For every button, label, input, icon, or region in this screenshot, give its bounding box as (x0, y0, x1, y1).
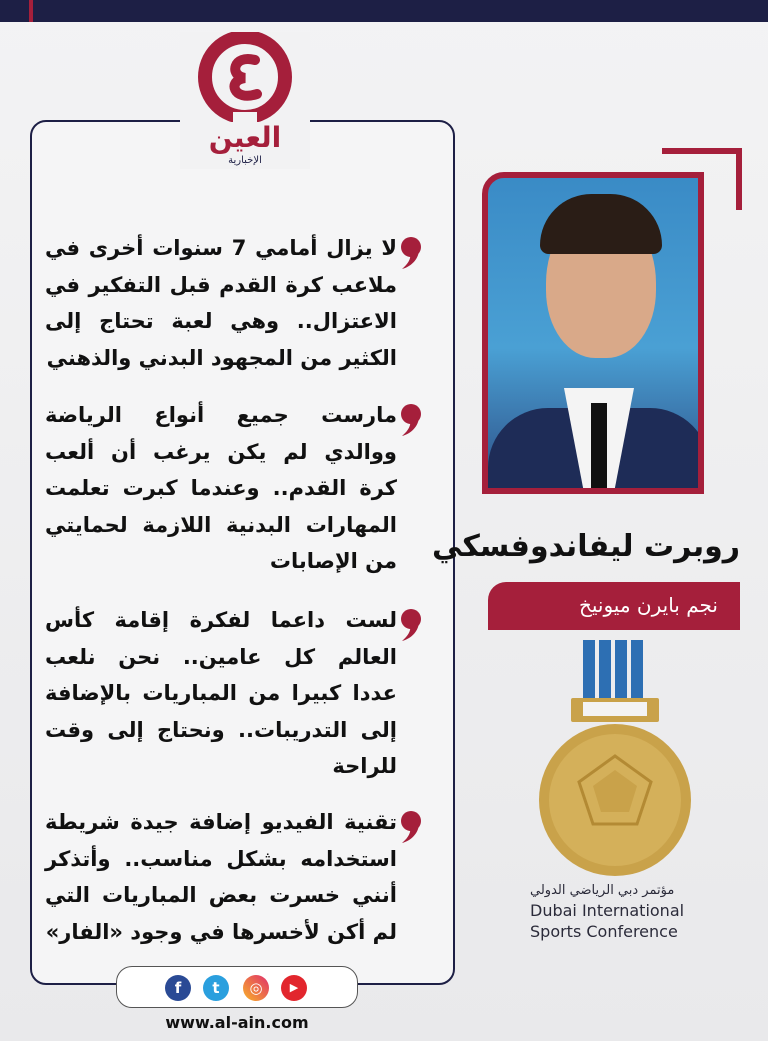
logo-name: العين (208, 121, 282, 154)
quote-line: الكثير من المجهود البدني والذهني (46, 345, 397, 370)
youtube-icon[interactable]: ▶ (281, 975, 307, 1001)
quote-line: ملاعب كرة القدم قبل التفكير في (45, 272, 397, 297)
top-bar-accent (29, 0, 33, 22)
quote-line: الاعتزال.. وهي لعبة تحتاج إلى (45, 309, 397, 333)
al-ain-logo-icon (193, 32, 297, 122)
quote-line: مارست جميع أنواع الرياضة (45, 403, 397, 427)
quote-mark-icon (398, 403, 422, 437)
medal-icon (525, 638, 705, 878)
conference-english-1: Dubai International (530, 901, 685, 920)
quote-mark-icon (398, 810, 422, 844)
twitter-icon[interactable]: t (203, 975, 229, 1001)
quote-line: أنني خسرت بعض المباريات التي (45, 883, 397, 907)
quote-block (45, 804, 397, 950)
quote-line: استخدامه بشكل مناسب.. وأتذكر (45, 846, 397, 871)
quote-line: إلى التدريبات.. ونحتاج إلى وقت (45, 717, 397, 742)
quote-line: لا يزال أمامي 7 سنوات أخرى في (45, 236, 397, 260)
player-title-badge: نجم بايرن ميونيخ (488, 582, 740, 630)
quote-line: عددا كبيرا من المباريات بالإضافة (45, 681, 397, 705)
quote-block (45, 230, 397, 376)
top-bar (0, 0, 768, 22)
logo-subtitle: الإخبارية (228, 155, 262, 166)
quote-line: من الإصابات (269, 549, 397, 573)
website-url[interactable]: www.al-ain.com (165, 1013, 309, 1032)
conference-arabic: مؤتمر دبي الرياضي الدولي (530, 883, 675, 898)
quote-line: المهارات البدنية اللازمة لحمايتي (45, 512, 397, 537)
quote-line: للراحة (332, 754, 397, 778)
conference-english-2: Sports Conference (530, 922, 678, 941)
quote-line: لست داعما لفكرة إقامة كأس (45, 608, 397, 632)
quote-line: لم أكن لأخسرها في وجود «الفار» (45, 919, 397, 944)
quote-line: تقنية الفيديو إضافة جيدة شريطة (45, 810, 397, 834)
quote-line: كرة القدم.. وعندما كبرت تعلمت (45, 476, 397, 500)
quote-line: ووالدي لم يكن يرغب أن ألعب (45, 439, 397, 464)
quote-block (45, 602, 397, 785)
social-links (116, 966, 358, 1008)
player-name: روبرت ليفاندوفسكي (431, 529, 740, 564)
al-ain-logo (180, 32, 310, 169)
quote-block (45, 397, 397, 580)
instagram-icon[interactable]: ◎ (243, 975, 269, 1001)
conference-logo (530, 882, 720, 942)
quote-mark-icon (398, 608, 422, 642)
facebook-icon[interactable]: f (165, 975, 191, 1001)
quote-line: العالم كل عامين.. نحن نلعب (45, 644, 397, 669)
player-photo (482, 172, 704, 494)
quote-mark-icon (398, 236, 422, 270)
